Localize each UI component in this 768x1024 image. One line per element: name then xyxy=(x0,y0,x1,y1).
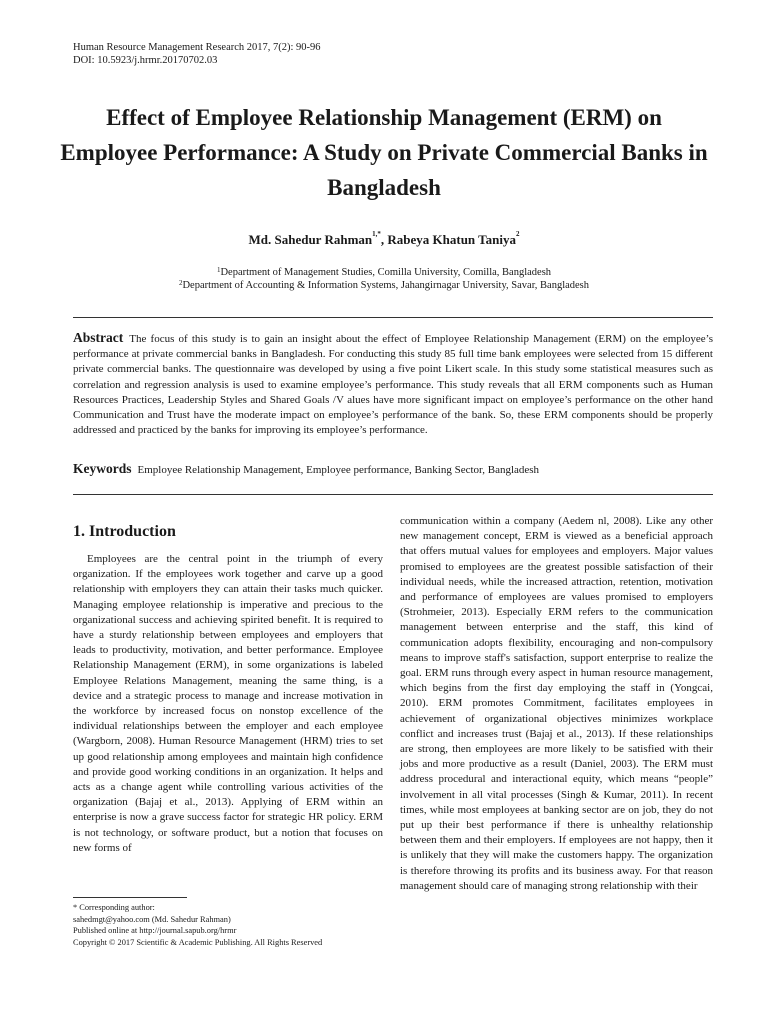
top-divider xyxy=(73,317,713,318)
body-left-column xyxy=(73,552,383,856)
keywords xyxy=(73,461,713,477)
keywords-text: Employee Relationship Management, Employee performance, Banking Sector, Bangladesh xyxy=(137,464,540,476)
affiliation-2 xyxy=(0,279,768,292)
author-2-sup: 2 xyxy=(516,230,520,238)
author-1-sup: 1,* xyxy=(372,230,381,238)
affiliations xyxy=(0,266,768,292)
affiliation-2-sup: 2 xyxy=(178,279,183,287)
author-separator: , xyxy=(380,232,388,247)
journal-citation: Human Resource Management Research 2017, 7(2): 90-96 xyxy=(73,42,321,53)
keywords-label: Keywords xyxy=(73,461,132,476)
footnote-email: sahedmgt@yahoo.com (Md. Sahedur Rahman) xyxy=(73,914,231,924)
body-right-column xyxy=(400,514,713,894)
affiliation-1-text: Department of Management Studies, Comilla University, Comilla, Bangladesh xyxy=(220,267,552,278)
bottom-divider xyxy=(73,494,713,495)
abstract xyxy=(73,330,713,438)
intro-paragraph-right: communication within a company (Aedem nl, 2008). Like any other new management concept, ERM is viewed as a beneficial approach that offers mutual values for employees and employers. Major values promised to employees are the greatest possible satisfaction of their individual needs, while the increased attraction, retention, motivation and performance of employees are values promised to employers (Strohmeier, 2013). Especially ERM refers to the communication management between enterprise and the staff, this kind of communication adopts flexibility, encouraging and non-compulsory means to improve staff's satisfaction, support enterprise to realize the goal. ERM runs through every aspect in human resource management, which begins from the first day employing the staff in (Yongcai, 2010). ERM promotes Commitment, facilitates employees in achievement of organizational objectives minimizes workplace conflict and increases trust (Bajaj et al., 2013). If these relationships are strong, then employees are more likely to be satisfied with their jobs and more productive as a result (Daniel, 2003). The ERM must address procedural and interactional equity, which means “people” involvement in all vital processes (Singh & Kumar, 2011). In recent times, while most employees at banking sector are on job, they do not put up their best performance if there is unhealthy relationship between them and their employers. If employees are not happy, then it is unlikely that they will make the customers happy. The organization is therefore throwing its profits and its business away. For that reason management should care of managing strong relationship with their xyxy=(400,515,713,892)
author-1-name: Md. Sahedur Rahman xyxy=(248,232,373,247)
intro-paragraph-left: Employees are the central point in the triumph of every organization. If the employees work together and carve up a good relationship with employers they can attain their tasks much quicker. Managing employee relationship is imperative and precious to the organizational success and achieving spirited benefit. It is required to have a sturdy relationship between employees and employers that leads to productivity, motivation, and better performance. Employee Relationship Management (ERM), in some organizations is labeled Employee Relations Management, meaning the same thing, is a device and a strategic process to manage and increase motivation in the workforce by increased focus on nonstop excellence of the individual relationships between the employer and each employee (Wargborn, 2008). Human Resource Management (HRM) tries to set up good relationship among employees and maintain high confidence and provide good working conditions in an organization. It helps and acts as a change agent while controlling various activities of the organization (Bajaj et al., 2013). Applying of ERM within an enterprise is now a grave success factor for strategic HR policy. ERM is not technology, or software product, but a notion that focuses on new forms of xyxy=(73,553,383,854)
footnotes xyxy=(73,902,322,948)
abstract-text: The focus of this study is to gain an insight about the effect of Employee Relationship Management (ERM) on the employee’s performance at private commercial banks in Bangladesh. For conducting this study 85 full time bank employees were selected from 15 different private commercial banks. The questionnaire was developed by using a five point Likert scale. In this study some statistical measures such as correlation and regression analysis is used to examine employee’s performance. This study reveals that all ERM components such as Human Resources Practices, Leadership Styles and Shared Goals /V alues have more significant impact on employee’s performance on the other hand Communication and Trust have the moderate impact on employee’s performance of the bank. So, these ERM components should be properly addressed and practiced by the banks for improving its employee’s performance. xyxy=(73,333,713,437)
section-heading-introduction: 1. Introduction xyxy=(73,523,176,540)
footnote-copyright: Copyright © 2017 Scientific & Academic Publishing. All Rights Reserved xyxy=(73,937,323,947)
doi: DOI: 10.5923/j.hrmr.20170702.03 xyxy=(73,55,218,66)
affiliation-2-text: Department of Accounting & Information Systems, Jahangirnagar University, Savar, Bangladesh xyxy=(182,280,590,291)
author-2-name: Rabeya Khatun Taniya xyxy=(387,232,516,247)
journal-header xyxy=(73,41,321,67)
abstract-label: Abstract xyxy=(73,330,124,345)
affiliation-1-sup: 1 xyxy=(216,266,221,274)
footnote-published: Published online at http://journal.sapub.org/hrmr xyxy=(73,926,237,935)
footnote-divider xyxy=(73,897,187,898)
authors xyxy=(0,232,768,248)
affiliation-1 xyxy=(0,266,768,279)
paper-title: Effect of Employee Relationship Management (ERM) on Employee Performance: A Study on Private Commercial Banks in Bangladesh xyxy=(60,105,708,200)
footnote-corresponding: * Corresponding author: xyxy=(73,903,155,912)
